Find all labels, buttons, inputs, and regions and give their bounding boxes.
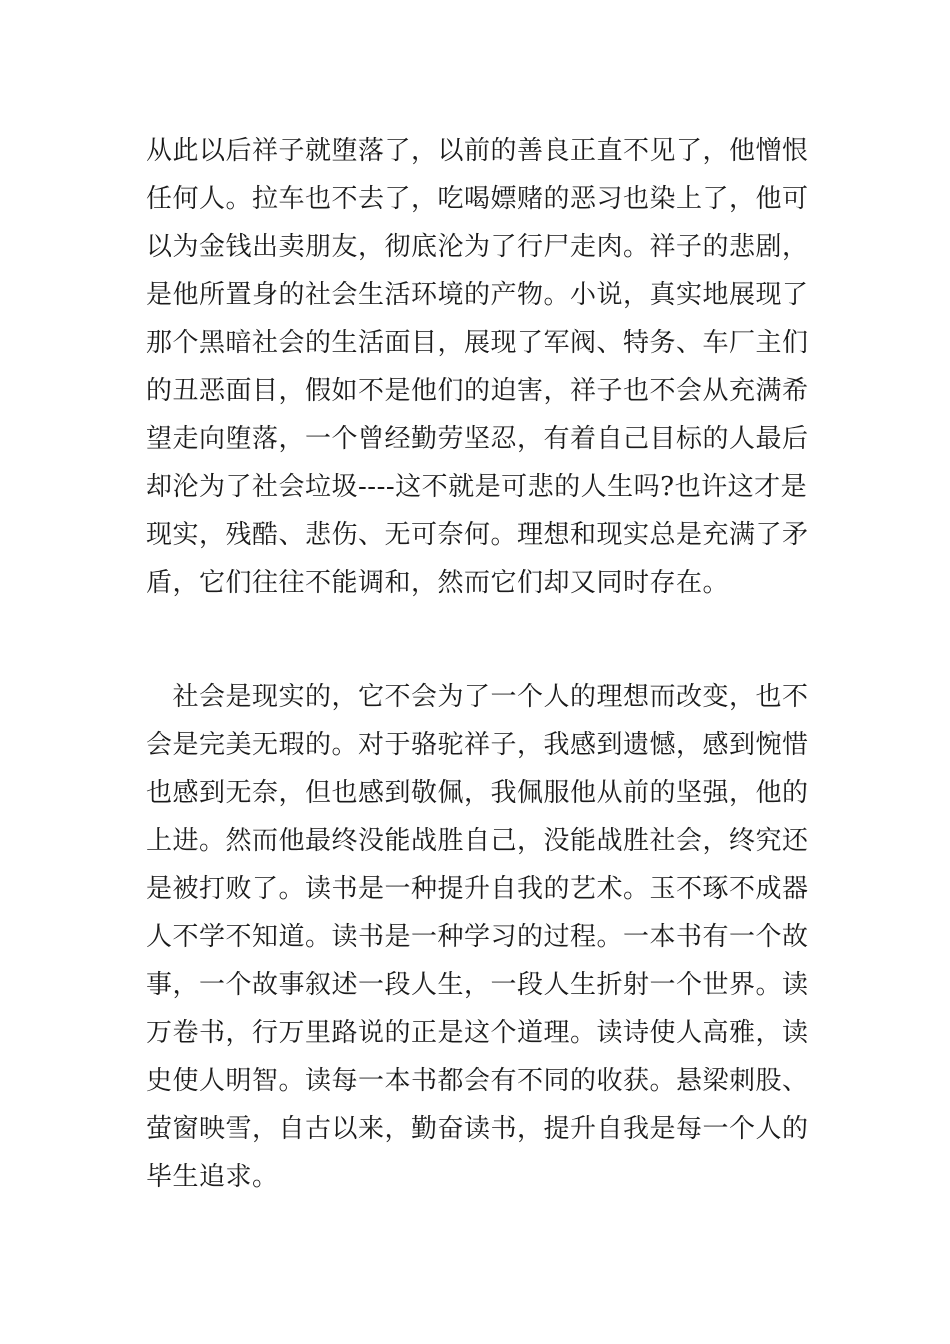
text-line: 社会是现实的，它不会为了一个人的理想而改变，也不 bbox=[146, 682, 809, 712]
text-line: 事，一个故事叙述一段人生，一段人生折射一个世界。读 bbox=[146, 970, 809, 1000]
text-line: 的丑恶面目，假如不是他们的迫害，祥子也不会从充满希 bbox=[146, 376, 809, 406]
text-line: 以为金钱出卖朋友，彻底沦为了行尸走肉。祥子的悲剧， bbox=[146, 232, 809, 262]
text-line: 也感到无奈，但也感到敬佩，我佩服他从前的坚强，他的 bbox=[146, 778, 809, 808]
text-line: 人不学不知道。读书是一种学习的过程。一本书有一个故 bbox=[146, 922, 809, 952]
text-line: 万卷书，行万里路说的正是这个道理。读诗使人高雅，读 bbox=[146, 1018, 809, 1048]
text-line: 盾，它们往往不能调和，然而它们却又同时存在。 bbox=[146, 568, 730, 598]
text-line: 上进。然而他最终没能战胜自己，没能战胜社会，终究还 bbox=[146, 826, 809, 856]
text-line: 任何人。拉车也不去了，吃喝嫖赌的恶习也染上了，他可 bbox=[146, 184, 809, 214]
text-line: 现实，残酷、悲伤、无可奈何。理想和现实总是充满了矛 bbox=[146, 520, 809, 550]
text-line: 从此以后祥子就堕落了，以前的善良正直不见了，他憎恨 bbox=[146, 136, 809, 166]
text-line: 那个黑暗社会的生活面目，展现了军阀、特务、车厂主们 bbox=[146, 328, 809, 358]
paragraph-2 bbox=[146, 673, 816, 1201]
text-line: 毕生追求。 bbox=[146, 1162, 279, 1192]
text-line: 萤窗映雪，自古以来，勤奋读书，提升自我是每一个人的 bbox=[146, 1114, 809, 1144]
text-line: 是被打败了。读书是一种提升自我的艺术。玉不琢不成器 bbox=[146, 874, 809, 904]
paragraph-1 bbox=[146, 127, 816, 607]
text-line: 望走向堕落，一个曾经勤劳坚忍，有着自己目标的人最后 bbox=[146, 424, 809, 454]
text-line: 会是完美无瑕的。对于骆驼祥子，我感到遗憾，感到惋惜 bbox=[146, 730, 809, 760]
text-line: 却沦为了社会垃圾----这不就是可悲的人生吗?也许这才是 bbox=[146, 472, 808, 502]
text-line: 史使人明智。读每一本书都会有不同的收获。悬梁刺股、 bbox=[146, 1066, 809, 1096]
text-line: 是他所置身的社会生活环境的产物。小说，真实地展现了 bbox=[146, 280, 809, 310]
